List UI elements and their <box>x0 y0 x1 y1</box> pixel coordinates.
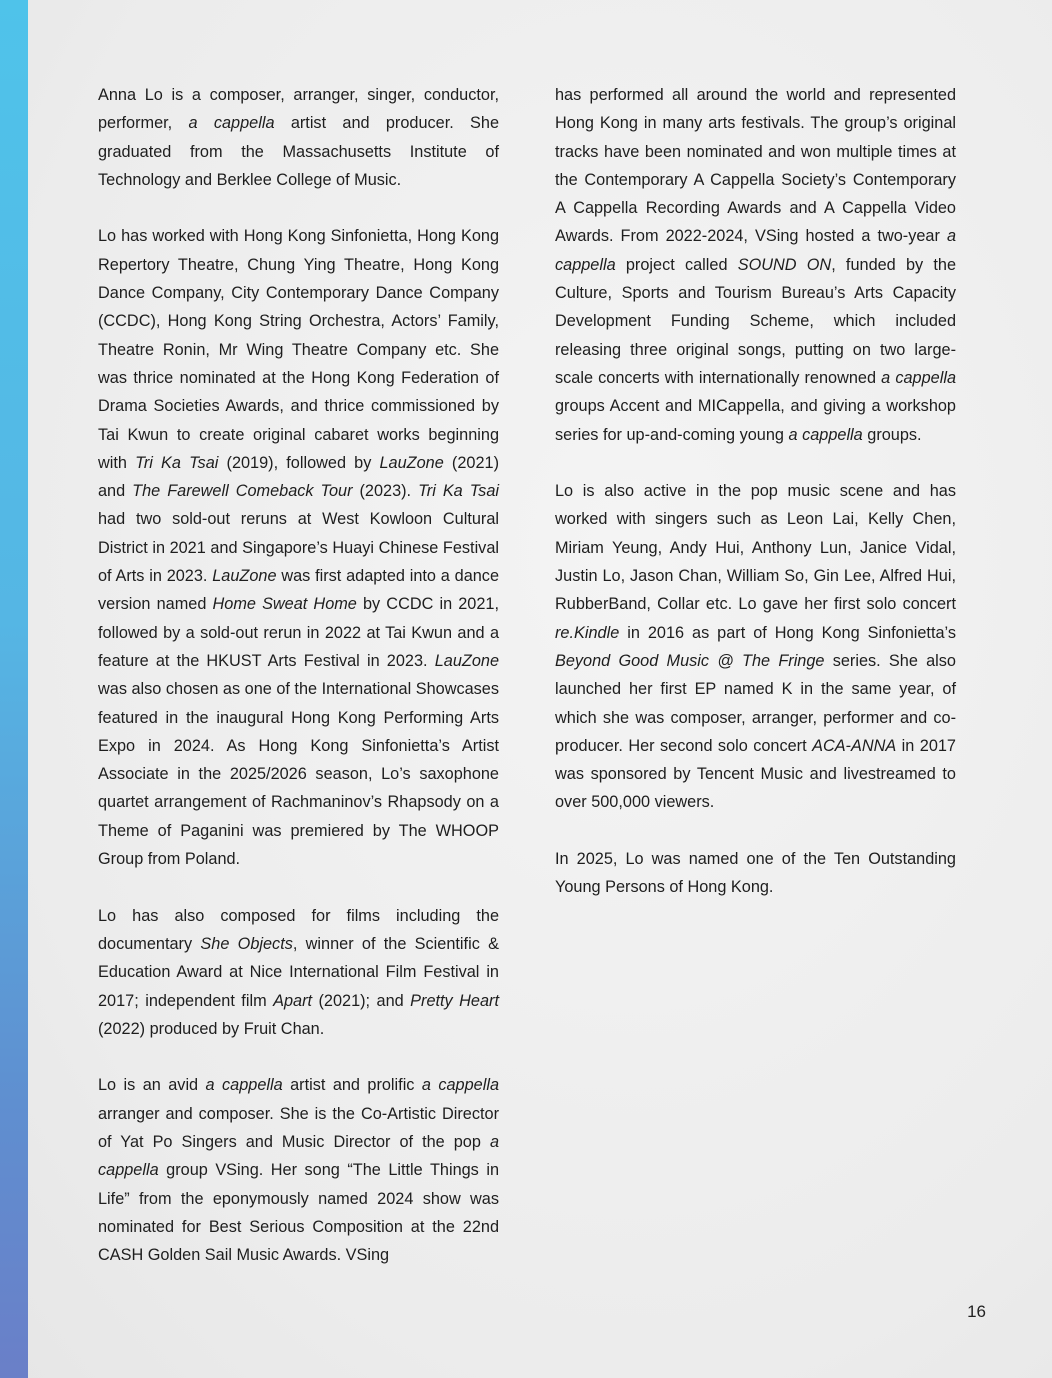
text-run: has performed all around the world and represented Hong Kong in many arts festivals. The group’s original tracks have been nominated and won multiple times at the Contemporary A Cappella Society’s Contemporary A Cappella Recording Awards and A Cappella Video Awards. From 2022-2024, VSing hosted a two-year <box>555 86 956 246</box>
text-run: (2021) and <box>98 453 499 501</box>
text-run: Lo has worked with Hong Kong Sinfonietta, Hong Kong Repertory Theatre, Chung Ying Theatre, Hong Kong Dance Company, City Contemporary Dance Company (CCDC), Hong Kong String Orchestra, Actors’ Family, Theatre Ronin, Mr Wing Theatre Company etc. She was thrice nominated at the Hong Kong Federation of Drama Societies Awards, and thrice commissioned by Tai Kwun to create original cabaret works beginning with <box>98 227 499 472</box>
italic-title: a cappella <box>421 1076 500 1095</box>
text-run: , funded by the Culture, Sports and Tourism Bureau’s Arts Capacity Development Funding Scheme, which included releasing three original songs, putting on two large-scale concerts with internationally renowned <box>555 255 956 387</box>
italic-title: a cappella <box>98 1132 499 1180</box>
text-run: Lo has also composed for films including the documentary <box>98 906 499 953</box>
italic-title: The Farewell Comeback Tour <box>132 482 353 501</box>
italic-title: SOUND ON <box>737 255 832 274</box>
italic-title: Tri Ka Tsai <box>135 453 219 472</box>
paragraph <box>555 845 956 902</box>
italic-title: a cappella <box>555 227 956 274</box>
text-run: groups Accent and MICappella, and giving a workshop series for up-and-coming young <box>555 397 956 444</box>
paragraph <box>555 81 956 449</box>
italic-title: Tri Ka Tsai <box>418 482 499 501</box>
text-run: artist and prolific <box>282 1076 422 1095</box>
paragraph <box>98 222 499 873</box>
text-run: was first adapted into a dance version named <box>98 567 499 614</box>
italic-title: She Objects <box>200 934 293 953</box>
italic-title: re.Kindle <box>555 623 620 642</box>
text-run: (2021); and <box>312 991 411 1010</box>
italic-title: LauZone <box>212 567 277 586</box>
text-run: group VSing. Her song “The Little Things in Life” from the eponymously named 2024 show was nominated for Best Serious Composition at the 22nd CASH Golden Sail Music Awards. VSing <box>98 1161 499 1265</box>
text-run: artist and producer. She graduated from the Massachusetts Institute of Technology and Berklee College of Music. <box>98 114 500 189</box>
italic-title: a cappella <box>881 368 956 387</box>
text-run: series. She also launched her first EP named K in the same year, of which she was composer, arranger, performer and co-producer. Her second solo concert <box>555 651 956 755</box>
text-run: project called <box>615 255 738 274</box>
paragraph <box>98 902 499 1043</box>
text-run: (2019), followed by <box>218 453 380 472</box>
text-run: in 2016 as part of Hong Kong Sinfonietta’s <box>619 623 956 642</box>
italic-title: Home Sweat Home <box>212 595 357 614</box>
italic-title: ACA-ANNA <box>812 736 897 755</box>
italic-title: Beyond Good Music @ The Fringe <box>555 651 825 670</box>
text-run: (2022) produced by Fruit Chan. <box>98 1019 325 1038</box>
decorative-side-bar <box>0 0 28 1378</box>
text-run: groups. <box>862 425 922 444</box>
text-run: Lo is an avid <box>98 1076 206 1095</box>
text-run: (2023). <box>352 482 419 501</box>
text-run: Lo is also active in the pop music scene and has worked with singers such as Leon Lai, Kelly Chen, Miriam Yeung, Andy Hui, Anthony Lun, Janice Vidal, Justin Lo, Jason Chan, William So, Gin Lee, Alfred Hui, RubberBand, Collar etc. Lo gave her first solo concert <box>555 482 956 614</box>
italic-title: LauZone <box>434 651 499 670</box>
text-run: by CCDC in 2021, followed by a sold-out rerun in 2022 at Tai Kwun and a feature at the HKUST Arts Festival in 2023. <box>98 595 499 670</box>
page-number: 16 <box>967 1302 986 1321</box>
paragraph <box>98 81 499 194</box>
text-run: , winner of the Scientific & Education Award at Nice International Film Festival in 2017; independent film <box>98 934 499 1010</box>
left-text-column <box>98 81 499 1269</box>
paragraph <box>98 1071 499 1269</box>
text-run: in 2017 was sponsored by Tencent Music and livestreamed to over 500,000 viewers. <box>555 736 956 812</box>
text-run: In 2025, Lo was named one of the Ten Outstanding Young Persons of Hong Kong. <box>555 850 956 897</box>
text-run: arranger and composer. She is the Co-Artistic Director of Yat Po Singers and Music Director of the pop <box>98 1104 499 1151</box>
italic-title: Pretty Heart <box>410 991 499 1010</box>
text-run: Anna Lo is a composer, arranger, singer, conductor, performer, <box>98 86 499 133</box>
italic-title: a cappella <box>188 114 275 133</box>
paragraph <box>555 477 956 817</box>
italic-title: LauZone <box>379 453 444 472</box>
italic-title: a cappella <box>788 425 863 444</box>
text-run: had two sold-out reruns at West Kowloon Cultural District in 2021 and Singapore’s Huayi Chinese Festival of Arts in 2023. <box>98 510 499 586</box>
italic-title: a cappella <box>205 1076 283 1095</box>
text-run: was also chosen as one of the International Showcases featured in the inaugural Hong Kong Performing Arts Expo in 2024. As Hong Kong Sinfonietta’s Artist Associate in the 2025/2026 season, Lo’s saxophone quartet arrangement of Rachmaninov’s Rhapsody on a Theme of Paganini was premiered by The WHOOP Group from Poland. <box>98 680 499 869</box>
right-text-column <box>555 81 956 902</box>
italic-title: Apart <box>273 991 313 1010</box>
